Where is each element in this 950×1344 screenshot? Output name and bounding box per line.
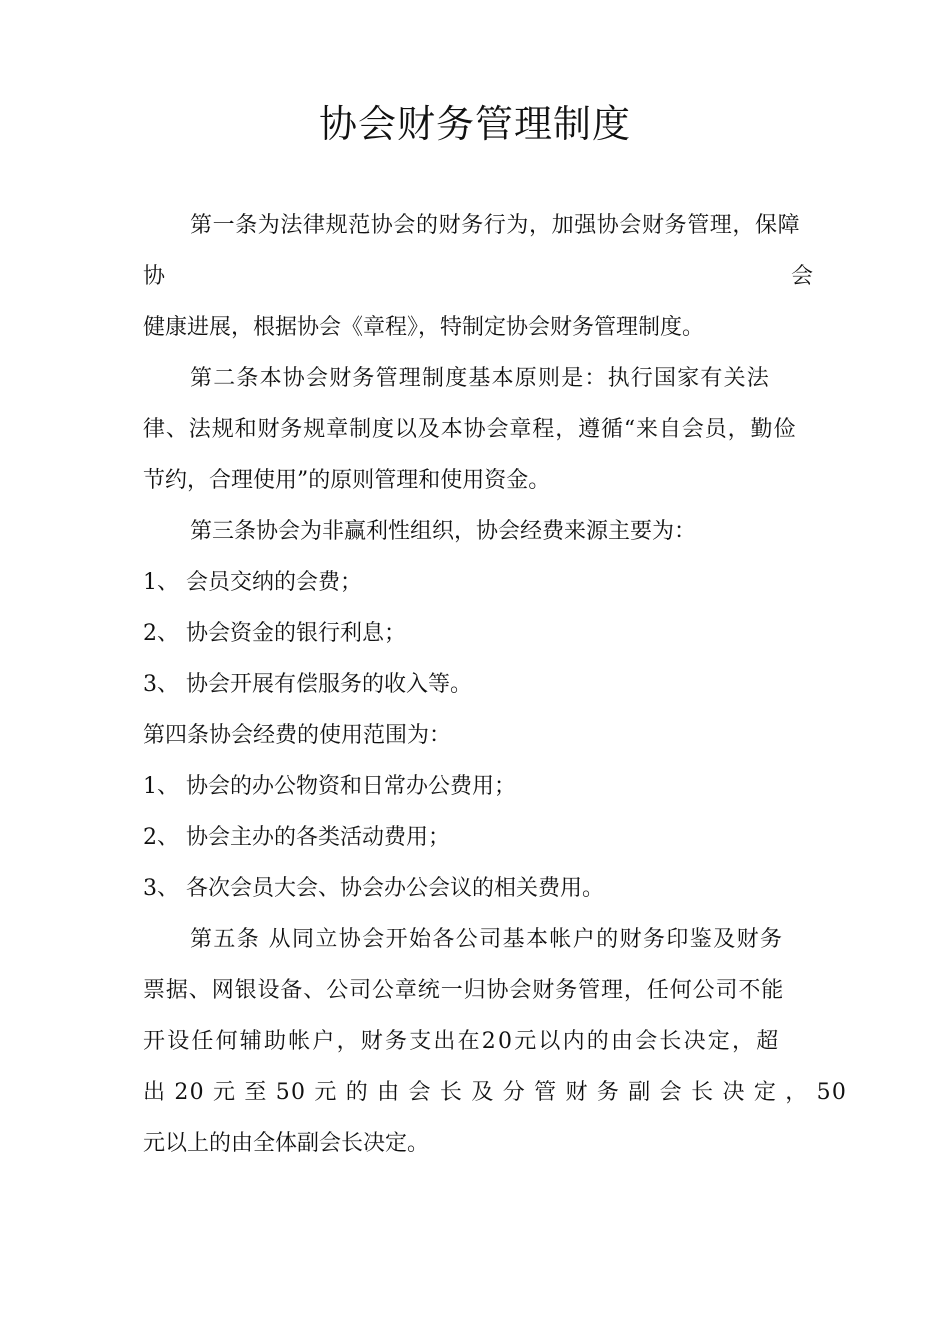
article-3-item-1: 1、 会员交纳的会费； bbox=[143, 570, 362, 595]
article-1-line-2-left: 协 bbox=[143, 264, 166, 289]
article-2-line-1: 第二条本协会财务管理制度基本原则是：执行国家有关法 bbox=[190, 366, 771, 391]
article-5-line-4: 出 20 元 至 50 元 的 由 会 长 及 分 管 财 务 副 会 长 决 定 ， 50 bbox=[143, 1080, 848, 1105]
article-3-item-3: 3、 协会开展有偿服务的收入等。 bbox=[143, 672, 472, 697]
article-3-item-2: 2、 协会资金的银行利息； bbox=[143, 621, 406, 646]
article-1-line-3: 健康进展，根据协会《章程》，特制定协会财务管理制度。 bbox=[143, 315, 705, 340]
article-4-item-3: 3、 各次会员大会、协会办公会议的相关费用。 bbox=[143, 876, 604, 901]
article-2-line-2: 律、法规和财务规章制度以及本协会章程，遵循“来自会员，勤俭 bbox=[143, 417, 797, 442]
article-1-line-2-right: 会 bbox=[790, 264, 813, 289]
article-5-line-1: 第五条 从同立协会开始各公司基本帐户的财务印鉴及财务 bbox=[190, 927, 784, 952]
article-5-line-2: 票据、网银设备、公司公章统一归协会财务管理，任何公司不能 bbox=[143, 978, 785, 1003]
article-5-line-5: 元以上的由全体副会长决定。 bbox=[143, 1131, 430, 1156]
article-4-item-2: 2、 协会主办的各类活动费用； bbox=[143, 825, 450, 850]
article-1-line-1: 第一条为法律规范协会的财务行为，加强协会财务管理，保障 bbox=[190, 213, 801, 238]
article-2-line-3: 节约，合理使用”的原则管理和使用资金。 bbox=[143, 468, 551, 493]
article-1-line-2 bbox=[143, 251, 813, 302]
document-title: 协会财务管理制度 bbox=[318, 102, 631, 146]
article-4-item-1: 1、 协会的办公物资和日常办公费用； bbox=[143, 774, 516, 799]
article-5-line-3: 开设任何辅助帐户，财务支出在20元以内的由会长决定，超 bbox=[143, 1029, 781, 1054]
article-4-line-1: 第四条协会经费的使用范围为： bbox=[143, 723, 452, 748]
article-3-line-1: 第三条协会为非赢利性组织，协会经费来源主要为： bbox=[190, 519, 697, 544]
